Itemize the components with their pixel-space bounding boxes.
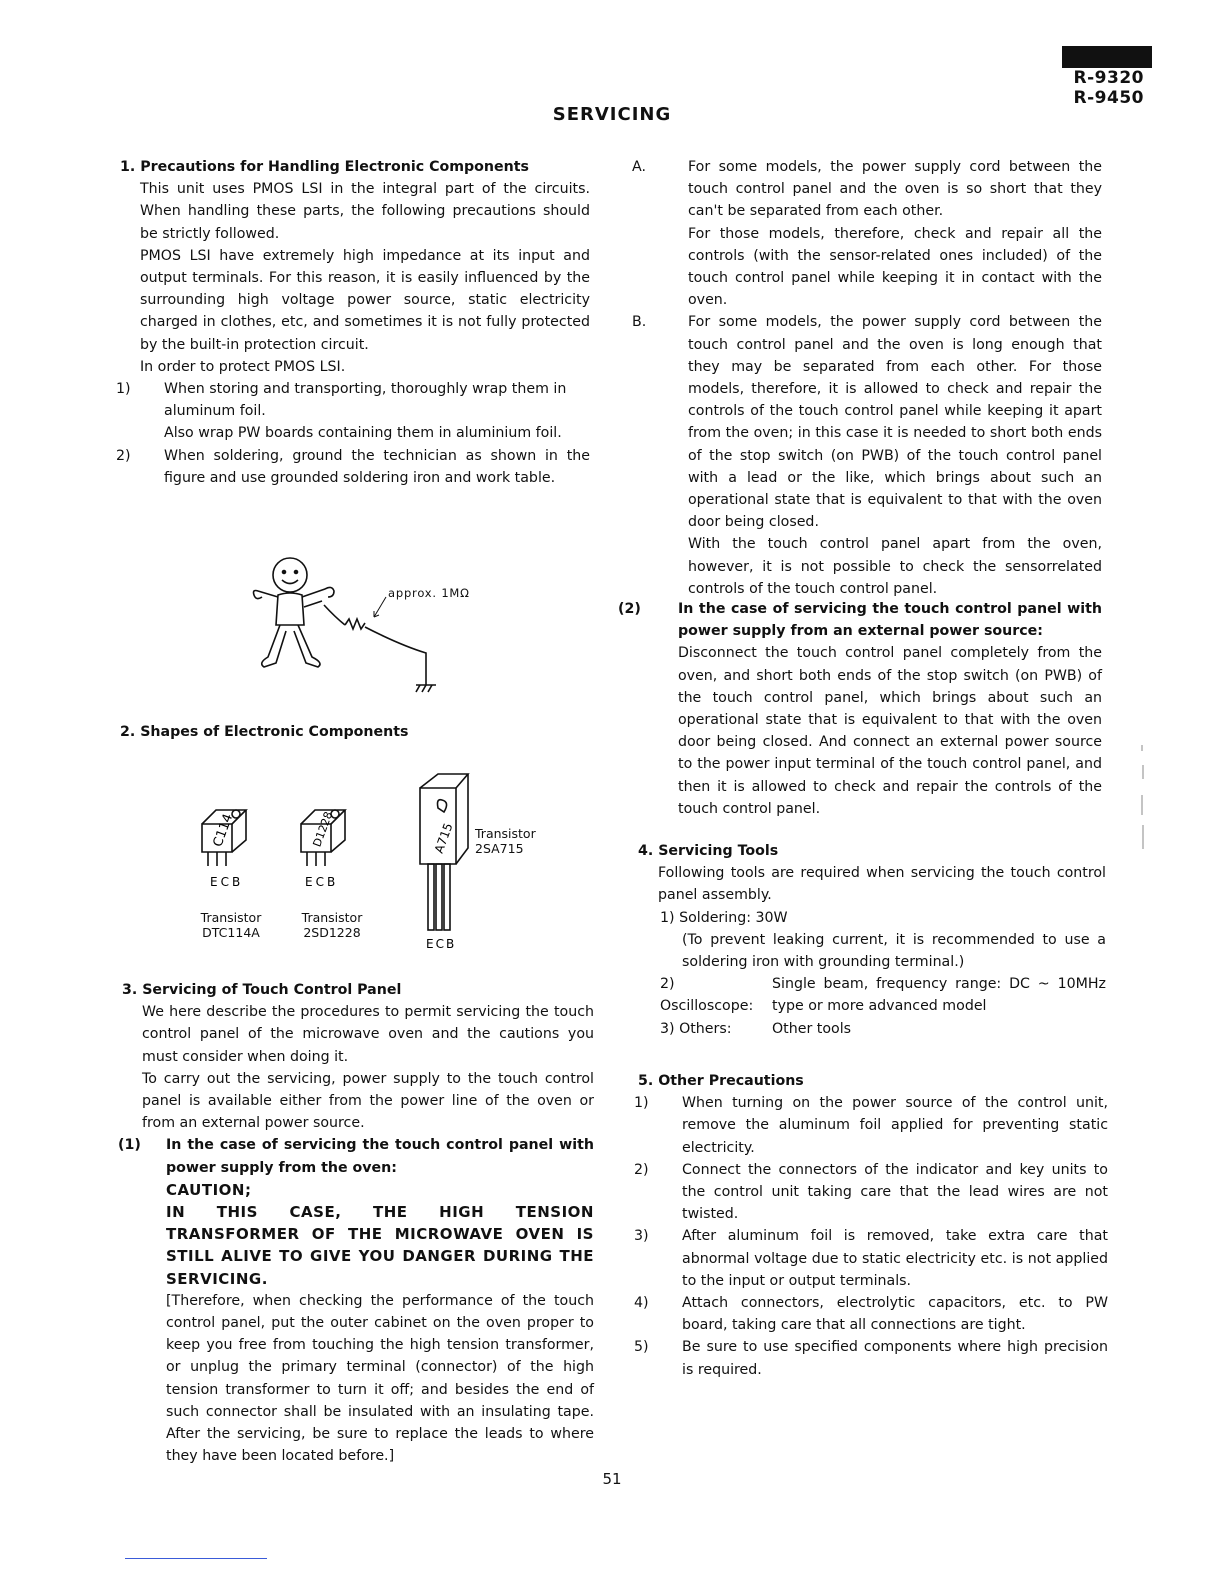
figure-right-leg [294, 625, 320, 667]
transistor-dtc114a-drawing [196, 800, 256, 895]
transistor-2sa715-drawing [410, 768, 480, 958]
figure-left-arm [254, 591, 279, 599]
component-1-marking: C114 [210, 811, 237, 849]
tool-soldering: 1) Soldering: 30W [660, 909, 788, 926]
section-4-heading: 4. Servicing Tools [638, 843, 779, 859]
section-3-paragraph-2: To carry out the servicing, power supply to the touch control panel is available either from the power line of the oven or from an external power source. [142, 1070, 594, 1132]
section-3-item-2-heading: (2) In the case of servicing the touch control panel with power supply from an external power source: [618, 601, 1102, 640]
section-2 [120, 721, 590, 743]
section-1-item-1-extra: Also wrap PW boards containing them in aluminium foil. [164, 425, 562, 442]
section-1-item-2: 2) When soldering, ground the technician as shown in the figure and use grounded soldering iron and work table. [116, 447, 590, 486]
section-1 [116, 156, 590, 489]
component-3-marking: A715 [431, 821, 456, 856]
case-a-paragraph-2: For those models, therefore, check and repair all the controls (with the sensor-related ones included) of the touch control panel while keeping it in contact with the oven. [688, 225, 1102, 309]
precaution-item-3: 3) After aluminum foil is removed, take extra care that abnormal voltage due to static electricity etc. is not applied to the input or output terminals. [634, 1228, 1108, 1289]
component-3-pins: ECB [426, 937, 457, 951]
figure-body [276, 593, 304, 625]
section-3-paragraph-1: We here describe the procedures to permit servicing the touch control panel of the microwave oven and the cautions you must consider when doing it. [142, 1004, 594, 1065]
section-1-paragraph-3: In order to protect PMOS LSI. [140, 358, 346, 375]
figure-right-arm [302, 587, 334, 597]
figure-head [273, 558, 307, 592]
section-1-paragraph-2: PMOS LSI have extremely high impedance at its input and output terminals. For this reason, it is easily influenced by the surrounding high voltage power source, static electricity charged in clothes, etc, and sometimes it is not fully protected by the built-in protection circuit. [140, 247, 590, 353]
model-number-2: R-9450 [1073, 88, 1144, 108]
header-black-tab [1062, 46, 1152, 68]
transistor-2sd1228-drawing [295, 800, 355, 895]
ground-wire-2 [365, 627, 426, 685]
section-1-paragraph-1: This unit uses PMOS LSI in the integral part of the circuits. When handling these parts, the following precautions should be strictly followed. [140, 181, 590, 242]
figure-left-leg [262, 625, 286, 667]
caution-text: IN THIS CASE, THE HIGH TENSION TRANSFORMER OF THE MICROWAVE OVEN IS STILL ALIVE TO GIVE YOU DANGER DURING THE SERVICING. [166, 1203, 594, 1288]
tool-oscilloscope: 2) Oscilloscope: Single beam, frequency range: DC ~ 10MHz type or more advanced model [660, 976, 1106, 1015]
page-number: 51 [602, 1470, 622, 1488]
resistor-symbol [345, 619, 365, 629]
right-column [632, 156, 1102, 600]
section-1-heading: 1. Precautions for Handling Electronic Components [120, 159, 529, 175]
tool-soldering-note: (To prevent leaking current, it is recommended to use a soldering iron with grounding terminal.) [682, 931, 1106, 971]
case-b-paragraph-2: With the touch control panel apart from the oven, however, it is not possible to check the sensorrelated controls of the touch control panel. [688, 536, 1102, 597]
component-2-marking: D1228 [310, 809, 336, 849]
ground-wire-1 [324, 605, 345, 625]
caution-label: CAUTION; [166, 1180, 252, 1199]
section-3-item-2-text: Disconnect the touch control panel completely from the oven, and short both ends of the stop switch (on PWB) of the touch control panel, which brings about such an operational state that is equivalent to that with the oven door being closed. And connect an external power source to the power input terminal of the touch control panel, and then it is allowed to check and repair the controls of the touch control panel. [678, 645, 1102, 817]
section-3-item-1-heading: (1) In the case of servicing the touch control panel with power supply from the oven: [118, 1137, 594, 1176]
section-3-heading: 3. Servicing of Touch Control Panel [122, 982, 402, 998]
component-1-pins: ECB [210, 875, 244, 889]
footer-rule [125, 1558, 267, 1559]
grounding-figure [240, 545, 470, 700]
component-1-caption: Transistor DTC114A [200, 910, 262, 940]
section-3-item-1-note: [Therefore, when checking the performance of the touch control panel, put the outer cabinet on the oven proper to keep you free from touching the high tension transformer, or unplug the primary terminal (connector) of the high tension transformer to turn it off; and besides the end of such connector shall be insulated with an insulating tape. After the servicing, be sure to replace the leads to where they have been located before.] [166, 1292, 594, 1465]
section-3-item-2 [618, 598, 1102, 820]
component-2-caption: Transistor 2SD1228 [301, 910, 363, 940]
section-1-item-1: 1) When storing and transporting, thoroughly wrap them in aluminum foil. [116, 381, 567, 420]
precaution-item-2: 2) Connect the connectors of the indicator and key units to the control unit taking care that the lead wires are not twisted. [634, 1161, 1108, 1223]
section-5-heading: 5. Other Precautions [638, 1073, 804, 1089]
section-4-paragraph: Following tools are required when servicing the touch control panel assembly. [658, 865, 1106, 904]
section-4 [638, 840, 1106, 1040]
case-a-paragraph-1: A. For some models, the power supply cord between the touch control panel and the oven is so short that they can't be separated from each other. [632, 159, 1102, 220]
section-5 [634, 1070, 1108, 1381]
scan-edge-marks [1140, 745, 1146, 850]
precaution-item-4: 4) Attach connectors, electrolytic capacitors, etc. to PW board, taking care that all connections are tight. [634, 1295, 1108, 1334]
resistor-label: approx. 1MΩ [388, 586, 470, 600]
precaution-item-1: 1) When turning on the power source of the control unit, remove the aluminum foil applied for preventing static electricity. [634, 1095, 1108, 1156]
tool-others: 3) Others: Other tools [660, 1020, 852, 1037]
component-2-pins: ECB [305, 875, 339, 889]
component-3-caption: Transistor 2SA715 [475, 826, 536, 856]
section-3 [118, 979, 594, 1467]
section-2-heading: 2. Shapes of Electronic Components [120, 724, 409, 740]
page-title: SERVICING [552, 104, 672, 125]
model-number-1: R-9320 [1073, 68, 1144, 88]
precaution-item-5: 5) Be sure to use specified components where high precision is required. [634, 1339, 1108, 1378]
case-b-paragraph-1: B. For some models, the power supply cord between the touch control panel and the oven is long enough that they may be separated from each other. For those models, therefore, it is allowed to check and repair the controls of the touch control panel while keeping it apart from the oven; in this case it is needed to short both ends of the stop switch (on PWB) of the touch control panel with a lead or the like, which brings about such an operational state that is equivalent to that with the oven door being closed. [632, 314, 1102, 531]
